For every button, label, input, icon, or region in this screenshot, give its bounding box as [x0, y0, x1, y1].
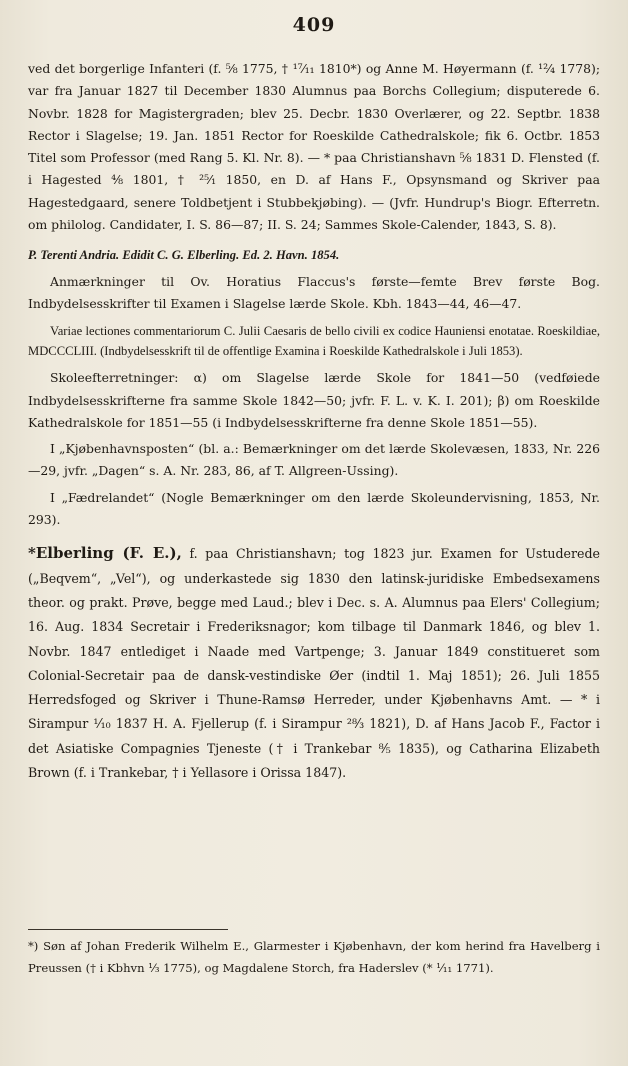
main-text	[28, 58, 600, 785]
entry-head: *Elberling (F. E.),	[28, 544, 182, 563]
paragraph-skoleefterretninger: Skoleefterretninger: α) om Slagelse lærde Skole for 1841—50 (vedføiede Indbydelsesskrifterne fra samme Skole 1842—50; jvfr. F. L. v. K. I. 201); β) om Roeskilde Kathedralskole for 1851—55 (i Indbydelsesskrifterne fra denne Skole 1851—55).	[28, 370, 600, 430]
paragraph-faedrelandet: I „Fædrelandet“ (Nogle Bemærkninger om den lærde Skoleundervisning, 1853, Nr. 293).	[28, 489, 600, 528]
footnote-text: *) Søn af Johan Frederik Wilhelm E., Glarmester i Kjøbenhavn, der kom herind fra Havelberg i Preussen († i Kbhvn ¹⁄₃ 1775), og Magdalene Storch, fra Haderslev (* ¹⁄₁₁ 1771).	[28, 939, 600, 975]
paragraph-terenti: P. Terenti Andria. Edidit C. G. Elberling. Ed. 2. Havn. 1854.	[28, 248, 340, 263]
entry-elberling	[28, 541, 600, 785]
paragraph-biography: ved det borgerlige Infanteri (f. ⁵⁄₈ 1775, † ¹⁷⁄₁₁ 1810*) og Anne M. Høyermann (f. ¹²⁄₄ 1778); var fra Januar 1827 til December 1830 Alumnus paa Borchs Collegium; disputerede 6. Novbr. 1828 for Magistergraden; blev 25. Decbr. 1830 Overlærer, og 22. Septbr. 1838 Rector i Slagelse; 19. Jan. 1851 Rector for Roeskilde Cathedralskole; fik 6. Octbr. 1853 Titel som Professor (med Rang 5. Kl. Nr. 8). — * paa Christianshavn ⁵⁄₈ 1831 D. Flensted (f. i Hagested ⁴⁄₈ 1801, † ²⁵⁄₁ 1850, en D. af Hans F., Opsynsmand og Skriver paa Hagestedgaard, senere Toldbetjent i Stubbekjøbing). — (Jvfr. Hundrup's Biogr. Efterretn. om philolog. Candidater, I. S. 86—87; II. S. 24; Sammes Skole-Calender, 1843, S. 8).	[28, 61, 600, 233]
footnote-divider	[28, 929, 228, 930]
paragraph-kjobenhavnsposten: I „Kjøbenhavnsposten“ (bl. a.: Bemærkninger om det lærde Skolevæsen, 1833, Nr. 226—29, jvfr. „Dagen“ s. A. Nr. 283, 86, af T. Allgreen-Ussing).	[28, 441, 600, 479]
paragraph-variae-lectiones: Variae lectiones commentariorum C. Julii Caesaris de bello civili ex codice Hauniensi enotatae. Roeskildiae, MDCCCLIII. (Indbydelsesskrift til de offentlige Examina i Roeskilde Kathedralskole i Juli 1853).	[28, 324, 600, 359]
page-number: 409	[292, 14, 336, 36]
entry-body: f. paa Christianshavn; tog 1823 jur. Examen for Ustuderede („Beqvem“, „Vel“), og underkastede sig 1830 den latinsk-juridiske Embedsexamens theor. og prakt. Prøve, begge med Laud.; blev i Dec. s. A. Alumnus paa Elers' Collegium; 16. Aug. 1834 Secretair i Frederiksnagor; kom tilbage til Danmark 1846, og blev 1. Novbr. 1847 entlediget i Naade med Vartpenge; 3. Januar 1849 constitueret som Colonial-Secretair paa de dansk-vestindiske Øer (indtil 1. Maj 1851); 26. Juli 1855 Herredsfoged og Skriver i Thune-Ramsø Herreder, under Kjøbenhavns Amt. — * i Sirampur ¹⁄₁₀ 1837 H. A. Fjellerup (f. i Sirampur ²⁸⁄₃ 1821), D. af Hans Jacob F., Factor i det Asiatiske Compagnies Tjeneste († i Trankebar ⁸⁄₅ 1835), og Catharina Elizabeth Brown (f. i Trankebar, † i Yellasore i Orissa 1847).	[28, 546, 600, 781]
paragraph-anmaerkninger: Anmærkninger til Ov. Horatius Flaccus's første—femte Brev første Bog. Indbydelsesskrifter til Examen i Slagelse lærde Skole. Kbh. 1843—44, 46—47.	[28, 273, 600, 311]
footnote	[28, 936, 600, 979]
